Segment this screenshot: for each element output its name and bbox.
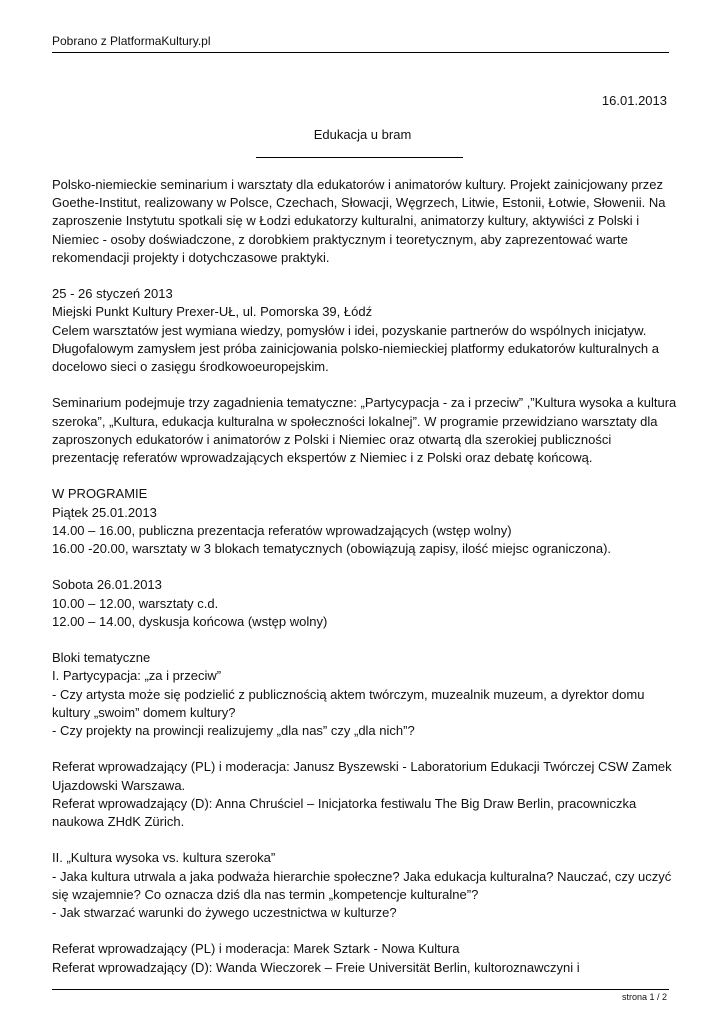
header-divider [52,52,669,53]
block2-referats [52,940,677,976]
seminar-paragraph: Seminarium podejmuje trzy zagadnienia tematyczne: „Partycypacja - za i przeciw” ,”Kultura wysoka a kultura szeroka”, „Kultura, edukacja kulturalna w społeczności lokalnej”. W programie przewidziano warsztaty dla zaproszonych edukatorów i animatorów z Polski i Niemiec oraz otwartą dla szerokiej publiczności prezentację referatów wprowadzających ekspertów z Niemiec i z Polski oraz debatę końcową. [52,395,677,466]
block2-question: - Jaka kultura utrwala a jaka podważa hierarchie społeczne? Jaka edukacja kulturalna? Nauczać, czy uczyć się wzajemnie? Co oznacza dziś dla nas termin „kompetencje kulturalne”? [52,868,672,902]
document-date: 16.01.2013 [601,93,667,108]
event-venue: Miejski Punkt Kultury Prexer-UŁ, ul. Pomorska 39, Łódź [52,304,373,320]
blocks-heading: Bloki tematyczne [52,650,151,666]
block1-title: I. Partycypacja: „za i przeciw” [52,668,222,684]
document-body [52,176,677,995]
program-item: 16.00 -20.00, warsztaty w 3 blokach tematycznych (obowiązują zapisy, ilość miejsc ograniczona). [52,541,612,557]
header-source: Pobrano z PlatformaKultury.pl [52,34,211,48]
block2-referat-pl: Referat wprowadzający (PL) i moderacja: Marek Sztark - Nowa Kultura [52,941,460,957]
event-info [52,285,677,376]
block1-referat-d: Referat wprowadzający (D): Anna Chruściel – Inicjatorka festiwalu The Big Draw Berlin, pracowniczka naukowa ZHdK Zürich. [52,795,637,830]
document-title: Edukacja u bram [313,127,412,142]
block1-referat-pl: Referat wprowadzający (PL) i moderacja: Janusz Byszewski - Laboratorium Edukacji Twórczej CSW Zamek Ujazdowski Warszawa. [52,759,672,793]
program-day1-label: Piątek 25.01.2013 [52,504,157,520]
block1-question: - Czy projekty na prowincji realizujemy „dla nas” czy „dla nich”? [52,723,415,739]
program-item: 12.00 – 14.00, dyskusja końcowa (wstęp wolny) [52,613,328,629]
block2-question: - Jak stwarzać warunki do żywego uczestnictwa w kulturze? [52,905,397,921]
page-number: strona 1 / 2 [621,992,667,1002]
intro-paragraph: Polsko-niemieckie seminarium i warsztaty dla edukatorów i animatorów kultury. Projekt zainicjowany przez Goethe-Institut, realizowany w Polsce, Czechach, Słowacji, Węgrzech, Litwie, Estonii, Łotwie, Słowenii. Na zaproszenie Instytutu spotkali się w Łodzi edukatorzy kulturalni, animatorzy kultury, aktywiści z Polski i Niemiec - osoby doświadczone, z dorobkiem praktycznym i teoretycznym, aby zaprezentować warte rekomendacji projekty i dotychczasowe praktyki. [52,177,666,265]
program-day2-label: Sobota 26.01.2013 [52,577,162,593]
program-item: 14.00 – 16.00, publiczna prezentacja referatów wprowadzających (wstęp wolny) [52,522,512,538]
program-heading: W PROGRAMIE [52,486,148,502]
block2-title: II. „Kultura wysoka vs. kultura szeroka” [52,850,276,866]
footer-divider [52,989,669,990]
event-goal: Celem warsztatów jest wymiana wiedzy, pomysłów i idei, pozyskanie partnerów do wspólnych inicjatyw. Długofalowym zamysłem jest próba zainicjowania polsko-niemieckiej platformy edukatorów kulturalnych a docelowo sieci o zasięgu środkowoeuropejskim. [52,322,659,375]
event-dates: 25 - 26 styczeń 2013 [52,286,173,302]
block2-referat-d: Referat wprowadzający (D): Wanda Wieczorek – Freie Universität Berlin, kultoroznawczyni i [52,959,580,975]
program-item: 10.00 – 12.00, warsztaty c.d. [52,595,219,611]
block1-referats [52,758,677,831]
program-day2 [52,576,677,631]
block1-questions [52,649,677,740]
program-section [52,485,677,558]
title-divider [256,157,463,158]
block2-questions [52,849,677,922]
block1-question: - Czy artysta może się podzielić z publicznością aktem twórczym, muzealnik muzeum, a dyrektor domu kultury „swoim” domem kultury? [52,686,645,720]
